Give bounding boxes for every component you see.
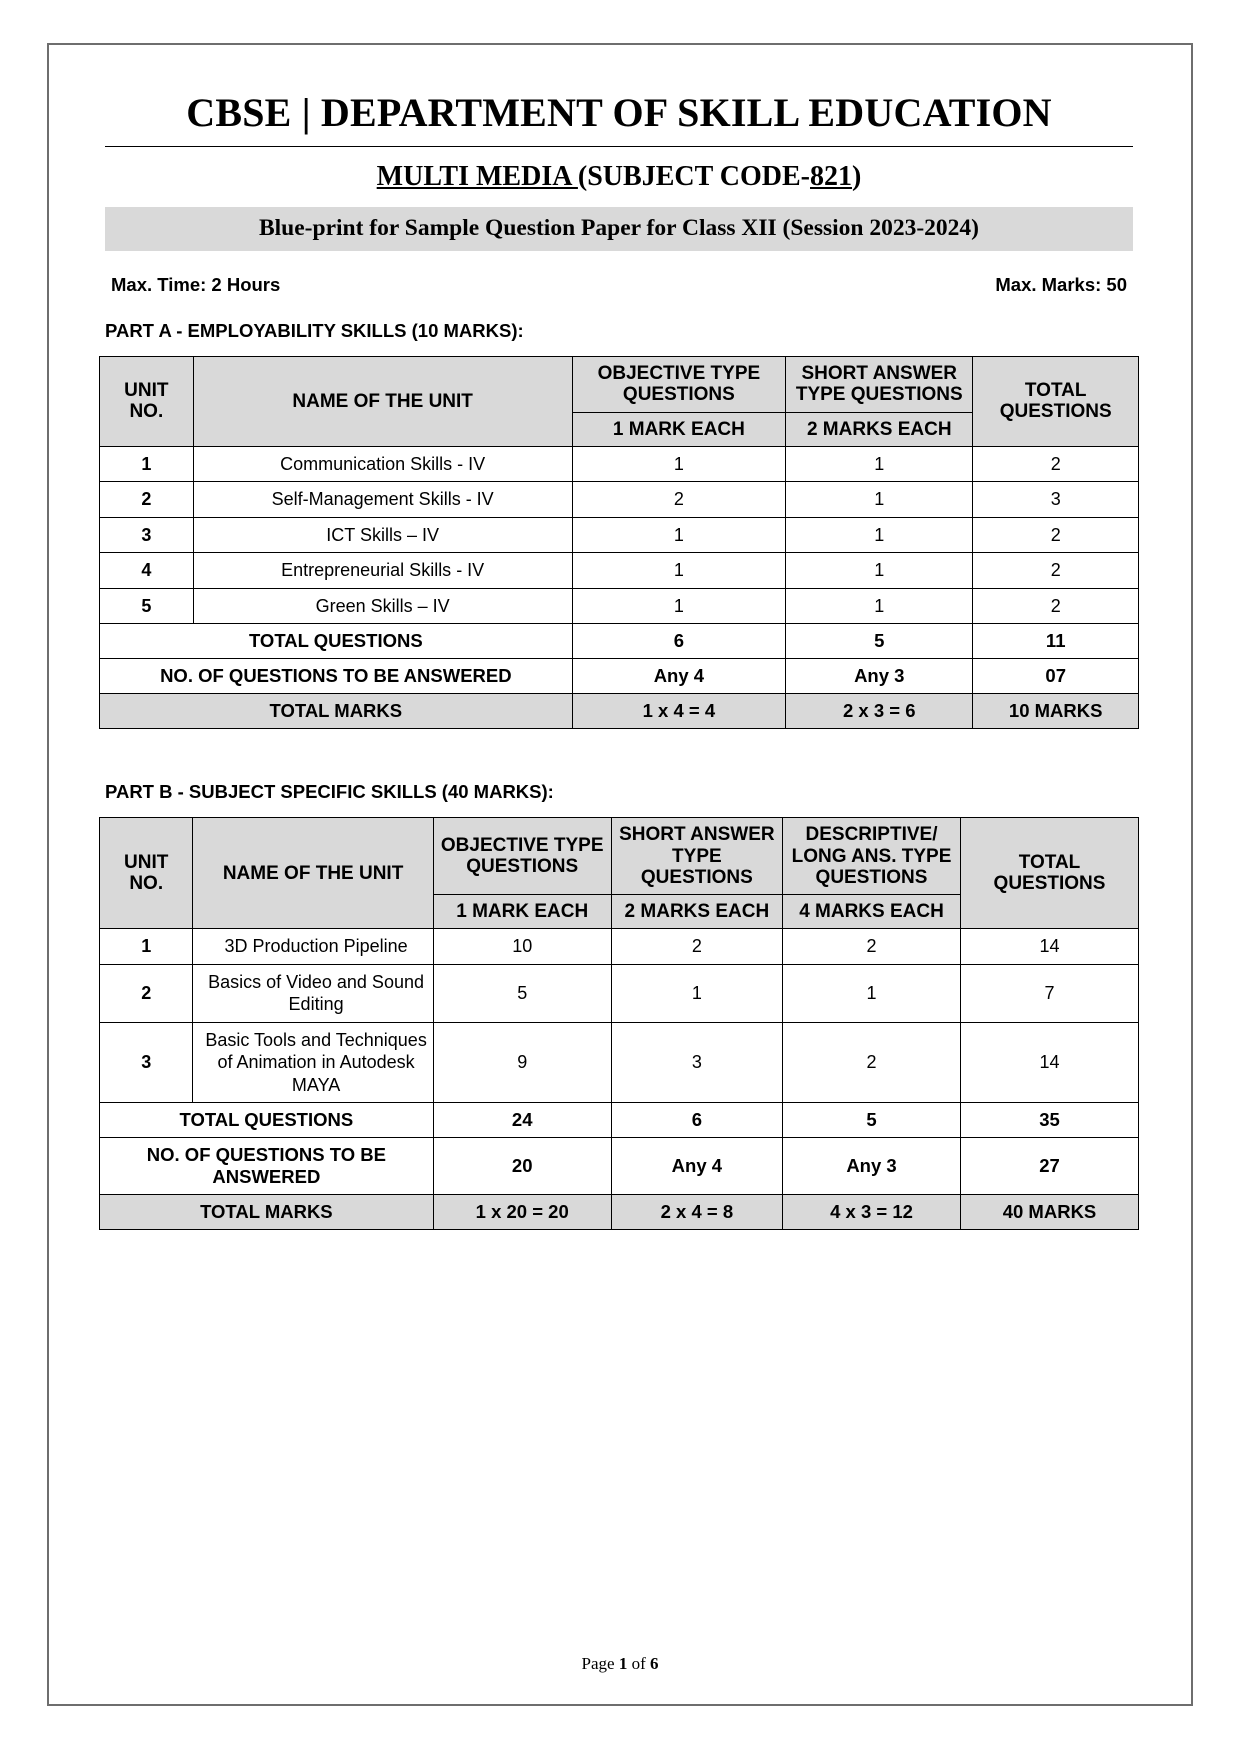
cell-unit-no: 1 <box>100 929 193 965</box>
footer-middle: of <box>627 1654 650 1673</box>
total-questions-short: 6 <box>611 1103 782 1138</box>
table-row <box>100 1022 1139 1103</box>
total-questions-label: TOTAL QUESTIONS <box>100 1103 434 1138</box>
col-header-unit-no <box>100 818 193 929</box>
total-questions-row <box>100 624 1139 659</box>
page-body <box>51 47 1189 1702</box>
cell-total: 7 <box>961 964 1139 1022</box>
cell-unit-name: 3D Production Pipeline <box>193 929 433 965</box>
cell-unit-name: ICT Skills – IV <box>193 517 572 553</box>
col-header-unit-name: NAME OF THE UNIT <box>193 818 433 929</box>
cell-objective: 5 <box>433 964 611 1022</box>
part-a-table-body <box>100 446 1139 729</box>
cell-objective: 1 <box>572 517 785 553</box>
cell-total: 2 <box>973 446 1139 482</box>
total-marks-short: 2 x 4 = 8 <box>611 1195 782 1230</box>
part-b-table-body <box>100 929 1139 1230</box>
table-header-row <box>100 818 1139 895</box>
unit-label-line1: UNIT <box>124 380 169 402</box>
cell-total: 2 <box>973 517 1139 553</box>
total-questions-label: TOTAL QUESTIONS <box>100 624 573 659</box>
part-a-table <box>99 356 1139 729</box>
cell-short: 1 <box>786 482 973 518</box>
total-questions-total: 35 <box>961 1103 1139 1138</box>
to-be-answered-label: NO. OF QUESTIONS TO BE ANSWERED <box>100 659 573 694</box>
cell-unit-no: 3 <box>100 1022 193 1103</box>
part-a-table-head <box>100 357 1139 447</box>
total-questions-total: 11 <box>973 624 1139 659</box>
cell-short: 1 <box>611 964 782 1022</box>
cell-unit-name: Communication Skills - IV <box>193 446 572 482</box>
cell-descriptive: 1 <box>783 964 961 1022</box>
cell-unit-no: 4 <box>100 553 194 589</box>
subject-title <box>99 147 1139 203</box>
col-subheader-short-marks: 2 MARKS EACH <box>786 412 973 446</box>
cell-objective: 1 <box>572 553 785 589</box>
cell-short: 3 <box>611 1022 782 1103</box>
to-be-answered-row <box>100 1138 1139 1195</box>
cell-unit-no: 3 <box>100 517 194 553</box>
table-row <box>100 588 1139 624</box>
total-questions-row <box>100 1103 1139 1138</box>
max-time-label: Max. Time: 2 Hours <box>111 274 281 295</box>
cell-objective: 9 <box>433 1022 611 1103</box>
cell-objective: 1 <box>572 588 785 624</box>
cell-total: 14 <box>961 1022 1139 1103</box>
unit-label-line2: NO. <box>129 401 164 423</box>
cell-objective: 2 <box>572 482 785 518</box>
footer-prefix: Page <box>581 1654 619 1673</box>
to-be-answered-objective: Any 4 <box>572 659 785 694</box>
total-marks-total: 40 MARKS <box>961 1195 1139 1230</box>
col-subheader-short-marks: 2 MARKS EACH <box>611 895 782 929</box>
cell-total: 2 <box>973 588 1139 624</box>
part-b-table-head <box>100 818 1139 929</box>
total-questions-descriptive: 5 <box>783 1103 961 1138</box>
cell-short: 2 <box>611 929 782 965</box>
unit-label-line2: NO. <box>129 873 164 895</box>
footer-total-pages: 6 <box>649 1654 659 1673</box>
cell-total: 14 <box>961 929 1139 965</box>
max-marks-label: Max. Marks: 50 <box>995 274 1127 295</box>
col-subheader-objective-marks: 1 MARK EACH <box>433 895 611 929</box>
table-row <box>100 553 1139 589</box>
col-header-short: SHORT ANSWER TYPE QUESTIONS <box>611 818 782 895</box>
section-spacer <box>99 729 1139 757</box>
total-marks-objective: 1 x 4 = 4 <box>572 694 785 729</box>
total-marks-row <box>100 694 1139 729</box>
col-header-total: TOTAL QUESTIONS <box>961 818 1139 929</box>
to-be-answered-short: Any 4 <box>611 1138 782 1195</box>
to-be-answered-objective: 20 <box>433 1138 611 1195</box>
cell-unit-name: Basics of Video and Sound Editing <box>193 964 433 1022</box>
subject-name: MULTI MEDIA <box>376 161 578 192</box>
cell-short: 1 <box>786 588 973 624</box>
total-questions-short: 5 <box>786 624 973 659</box>
to-be-answered-total: 27 <box>961 1138 1139 1195</box>
cell-objective: 10 <box>433 929 611 965</box>
cell-unit-no: 1 <box>100 446 194 482</box>
cell-unit-name: Green Skills – IV <box>193 588 572 624</box>
blueprint-banner: Blue-print for Sample Question Paper for Class XII (Session 2023-2024) <box>105 207 1133 251</box>
total-marks-label: TOTAL MARKS <box>100 1195 434 1230</box>
to-be-answered-descriptive: Any 3 <box>783 1138 961 1195</box>
to-be-answered-label: NO. OF QUESTIONS TO BE ANSWERED <box>100 1138 434 1195</box>
cell-unit-no: 2 <box>100 482 194 518</box>
subject-code-suffix: ) <box>852 161 862 192</box>
subject-code-prefix: (SUBJECT CODE- <box>577 161 810 192</box>
document-content <box>99 67 1139 1230</box>
table-header-row <box>100 357 1139 413</box>
cell-unit-name: Basic Tools and Techniques of Animation in Autodesk MAYA <box>193 1022 433 1103</box>
total-questions-objective: 6 <box>572 624 785 659</box>
cell-descriptive: 2 <box>783 929 961 965</box>
to-be-answered-short: Any 3 <box>786 659 973 694</box>
to-be-answered-total: 07 <box>973 659 1139 694</box>
table-row <box>100 929 1139 965</box>
col-header-unit-no <box>100 357 194 447</box>
cell-short: 1 <box>786 517 973 553</box>
total-marks-objective: 1 x 20 = 20 <box>433 1195 611 1230</box>
cell-descriptive: 2 <box>783 1022 961 1103</box>
col-header-objective: OBJECTIVE TYPE QUESTIONS <box>433 818 611 895</box>
col-header-objective: OBJECTIVE TYPE QUESTIONS <box>572 357 785 413</box>
table-row <box>100 482 1139 518</box>
organization-title: CBSE | DEPARTMENT OF SKILL EDUCATION <box>186 90 1052 135</box>
col-subheader-objective-marks: 1 MARK EACH <box>572 412 785 446</box>
col-header-descriptive: DESCRIPTIVE/ LONG ANS. TYPE QUESTIONS <box>783 818 961 895</box>
total-marks-descriptive: 4 x 3 = 12 <box>783 1195 961 1230</box>
total-marks-total: 10 MARKS <box>973 694 1139 729</box>
total-questions-objective: 24 <box>433 1103 611 1138</box>
unit-label-line1: UNIT <box>124 852 169 874</box>
cell-short: 1 <box>786 553 973 589</box>
cell-unit-name: Self-Management Skills - IV <box>193 482 572 518</box>
table-row <box>100 446 1139 482</box>
table-row <box>100 517 1139 553</box>
cell-objective: 1 <box>572 446 785 482</box>
col-header-short: SHORT ANSWER TYPE QUESTIONS <box>786 357 973 413</box>
page-footer <box>51 1654 1189 1674</box>
table-row <box>100 964 1139 1022</box>
cell-total: 3 <box>973 482 1139 518</box>
total-marks-row <box>100 1195 1139 1230</box>
part-a-heading: PART A - EMPLOYABILITY SKILLS (10 MARKS): <box>105 320 524 341</box>
cell-unit-no: 5 <box>100 588 194 624</box>
cell-unit-no: 2 <box>100 964 193 1022</box>
cell-short: 1 <box>786 446 973 482</box>
cell-total: 2 <box>973 553 1139 589</box>
part-b-table <box>99 817 1139 1230</box>
total-marks-short: 2 x 3 = 6 <box>786 694 973 729</box>
total-marks-label: TOTAL MARKS <box>100 694 573 729</box>
to-be-answered-row <box>100 659 1139 694</box>
exam-meta-row <box>99 251 1139 296</box>
cell-unit-name: Entrepreneurial Skills - IV <box>193 553 572 589</box>
part-b-heading: PART B - SUBJECT SPECIFIC SKILLS (40 MARKS): <box>105 781 554 803</box>
col-subheader-descriptive-marks: 4 MARKS EACH <box>783 895 961 929</box>
footer-current-page: 1 <box>618 1654 628 1673</box>
subject-code: 821 <box>810 161 852 192</box>
col-header-total: TOTAL QUESTIONS <box>973 357 1139 447</box>
col-header-unit-name: NAME OF THE UNIT <box>193 357 572 447</box>
